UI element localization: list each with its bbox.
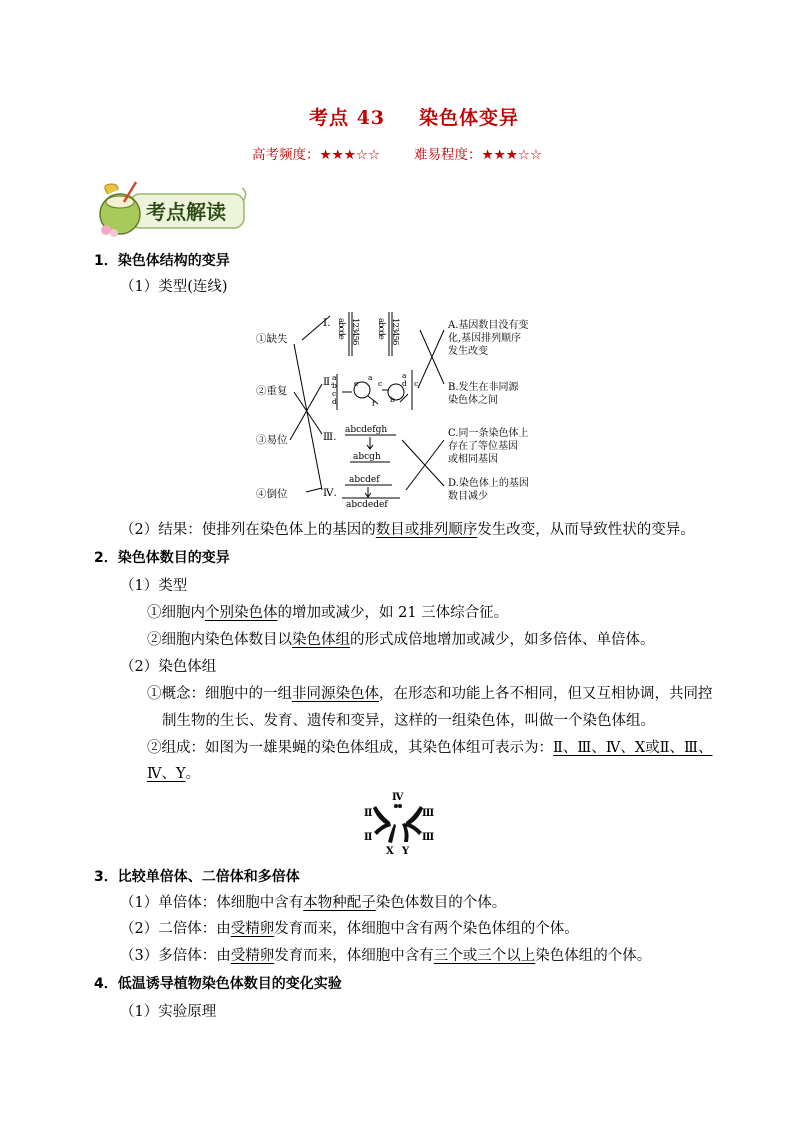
- s3-l1-a: （1）单倍体：体细胞中含有: [120, 895, 304, 911]
- diff-label: 难易程度：: [414, 147, 482, 163]
- s2-c4: [147, 764, 200, 784]
- freq-stars: ★★★☆☆: [319, 147, 380, 163]
- right-b-1: B.发生在非同源: [448, 382, 519, 393]
- s2-c3-a: ②组成：如图为一雄果蝇的染色体组成，其染色体组可表示为：: [147, 740, 553, 756]
- fly-label-y: Y: [402, 846, 410, 857]
- s3-l3-c: 染色体组的个体。: [535, 948, 652, 964]
- s3-l1-b: 染色体数目的个体。: [375, 895, 507, 911]
- diff-stars: ★★★☆☆: [481, 147, 543, 163]
- s2-c1-b: ，在形态和功能上各不相同，但又互相协调，共同控: [379, 686, 713, 702]
- fly-label-iii-top: Ⅲ: [422, 808, 435, 819]
- s2-l1: [147, 603, 508, 623]
- left-connectors: [290, 316, 330, 492]
- right-labels: [447, 318, 529, 502]
- right-d-1: D.染色体上的基因: [448, 478, 529, 489]
- segment-iv: [342, 475, 400, 510]
- iv-bottom: abcdedef: [346, 500, 388, 510]
- iii-top: abcdefgh: [345, 425, 388, 435]
- fly-label-iii-bottom: Ⅲ: [422, 832, 435, 843]
- banner-text: 考点解读: [146, 200, 226, 224]
- right-a-2: 化,基因排列顺序: [448, 333, 522, 344]
- chrom-a-numbers: 123456: [350, 318, 360, 345]
- s1-p2: [120, 520, 695, 540]
- coconut-icon: [100, 182, 140, 237]
- s3-l3-a: （3）多倍体：由: [120, 948, 231, 964]
- s4-p1: （1）实验原理: [120, 1004, 217, 1020]
- s3-l3-underline-2: 三个或三个以上: [433, 948, 536, 964]
- fly-label-ii-bottom: Ⅱ: [364, 832, 373, 843]
- title-prefix: 考点 43: [308, 107, 386, 129]
- s2-c1-a: ①概念：细胞中的一组: [147, 686, 292, 702]
- fruit-fly-karyotype: [358, 788, 438, 858]
- s3-l2-b: 发育而来，体细胞中含有两个染色体组的个体。: [274, 921, 579, 937]
- svg-text:b: b: [390, 395, 395, 404]
- page-title: [0, 103, 794, 130]
- right-c-3: 或相同基因: [448, 454, 498, 465]
- left-label-deletion: ①缺失: [256, 333, 288, 345]
- right-c-2: 存在了等位基因: [448, 441, 518, 452]
- s2-c3: [147, 738, 713, 758]
- s2-l1-b: 的增加或减少，如 21 三体综合征。: [277, 605, 509, 621]
- svg-text:a: a: [332, 373, 337, 382]
- s2-l1-underline: 个别染色体: [205, 605, 278, 621]
- left-label-inversion: ④倒位: [256, 488, 288, 500]
- iii-bottom: abcgh: [353, 452, 381, 462]
- fly-label-x: X: [386, 846, 394, 857]
- left-label-translocation: ③易位: [256, 434, 288, 446]
- right-b-2: 染色体之间: [448, 395, 498, 406]
- s2-l1-a: ①细胞内: [147, 605, 205, 621]
- right-connectors: [402, 330, 444, 490]
- s2-l2: [147, 630, 655, 650]
- svg-text:b: b: [332, 381, 337, 390]
- svg-text:e: e: [354, 379, 359, 388]
- s3-l2-underline: 受精卵: [230, 921, 275, 937]
- chrom-a-letters: abcde: [336, 318, 346, 339]
- s1-heading: 1．染色体结构的变异: [94, 253, 230, 269]
- s2-c1-underline: 非同源染色体: [292, 686, 379, 702]
- chromosomes-i: [336, 312, 400, 356]
- s3-l2-a: （2）二倍体：由: [120, 921, 231, 937]
- roman-iii: Ⅲ.: [323, 431, 337, 443]
- s4-heading: 4．低温诱导植物染色体数目的变化实验: [94, 976, 342, 992]
- s2-c4-b: 。: [185, 766, 201, 782]
- s1-p2-underline: 数目或排列顺序: [375, 522, 478, 538]
- s3-l3: [120, 946, 651, 966]
- segment-iii: [345, 425, 396, 462]
- fly-label-ii-top: Ⅱ: [364, 808, 373, 819]
- svg-text:c: c: [378, 379, 383, 388]
- right-a-3: 发生改变: [448, 346, 488, 357]
- s2-l2-underline: 染色体组: [292, 632, 350, 648]
- s1-p1: （1）类型(连线): [120, 279, 228, 295]
- roman-i: Ⅰ.: [323, 317, 331, 329]
- structure-variation-diagram: [250, 306, 560, 510]
- left-label-duplication: ②重复: [256, 385, 288, 397]
- s2-l2-a: ②细胞内染色体数目以: [147, 632, 292, 648]
- s2-l2-b: 的形式成倍地增加或减少，如多倍体、单倍体。: [350, 632, 655, 648]
- s2-p2: （2）染色体组: [120, 659, 217, 675]
- s2-c4-underline: Ⅳ、Y: [147, 766, 186, 782]
- s3-heading: 3．比较单倍体、二倍体和多倍体: [94, 869, 300, 885]
- fly-label-iv: Ⅳ: [392, 792, 404, 803]
- s1-p2-b: 发生改变，从而导致性状的变异。: [477, 522, 695, 538]
- s2-c2: 制生物的生长、发育、遗传和变异，这样的一组染色体，叫做一个染色体组。: [162, 713, 655, 729]
- rating-row: [0, 143, 794, 163]
- roman-ii: Ⅱ.: [323, 376, 334, 388]
- right-a-1: A.基因数目没有变: [448, 320, 529, 331]
- svg-text:d: d: [332, 397, 337, 406]
- svg-text:c: c: [332, 389, 337, 398]
- freq-label: 高考频度：: [251, 147, 320, 163]
- s3-l1-underline: 本物种配子: [303, 895, 376, 911]
- right-d-2: 数目减少: [448, 491, 488, 502]
- title-main: 染色体变异: [419, 107, 520, 129]
- right-c-1: C.同一条染色体上: [448, 428, 529, 439]
- roman-iv: Ⅳ.: [323, 487, 337, 499]
- s3-l3-b: 发育而来，体细胞中含有: [274, 948, 434, 964]
- chrom-b-letters: abcde: [376, 318, 386, 339]
- s2-heading: 2．染色体数目的变异: [94, 550, 230, 566]
- svg-text:a: a: [402, 371, 407, 380]
- s2-p1: （1）类型: [120, 578, 188, 594]
- s2-c1: [147, 684, 713, 704]
- s2-c3-underline: Ⅱ、Ⅲ、Ⅳ、X或Ⅱ、Ⅲ、: [553, 740, 713, 756]
- s3-l1: [120, 893, 506, 913]
- s3-l2: [120, 919, 579, 939]
- s1-p2-a: （2）结果：使排列在染色体上的基因的: [120, 522, 376, 538]
- svg-text:a: a: [368, 373, 373, 382]
- svg-text:f: f: [372, 399, 375, 408]
- svg-text:d: d: [402, 379, 407, 388]
- s3-l3-underline-1: 受精卵: [230, 948, 275, 964]
- chrom-b-numbers: 123456: [390, 318, 400, 345]
- iv-top: abcdef: [349, 475, 380, 485]
- svg-text:c: c: [414, 379, 419, 388]
- section-banner: [94, 180, 248, 238]
